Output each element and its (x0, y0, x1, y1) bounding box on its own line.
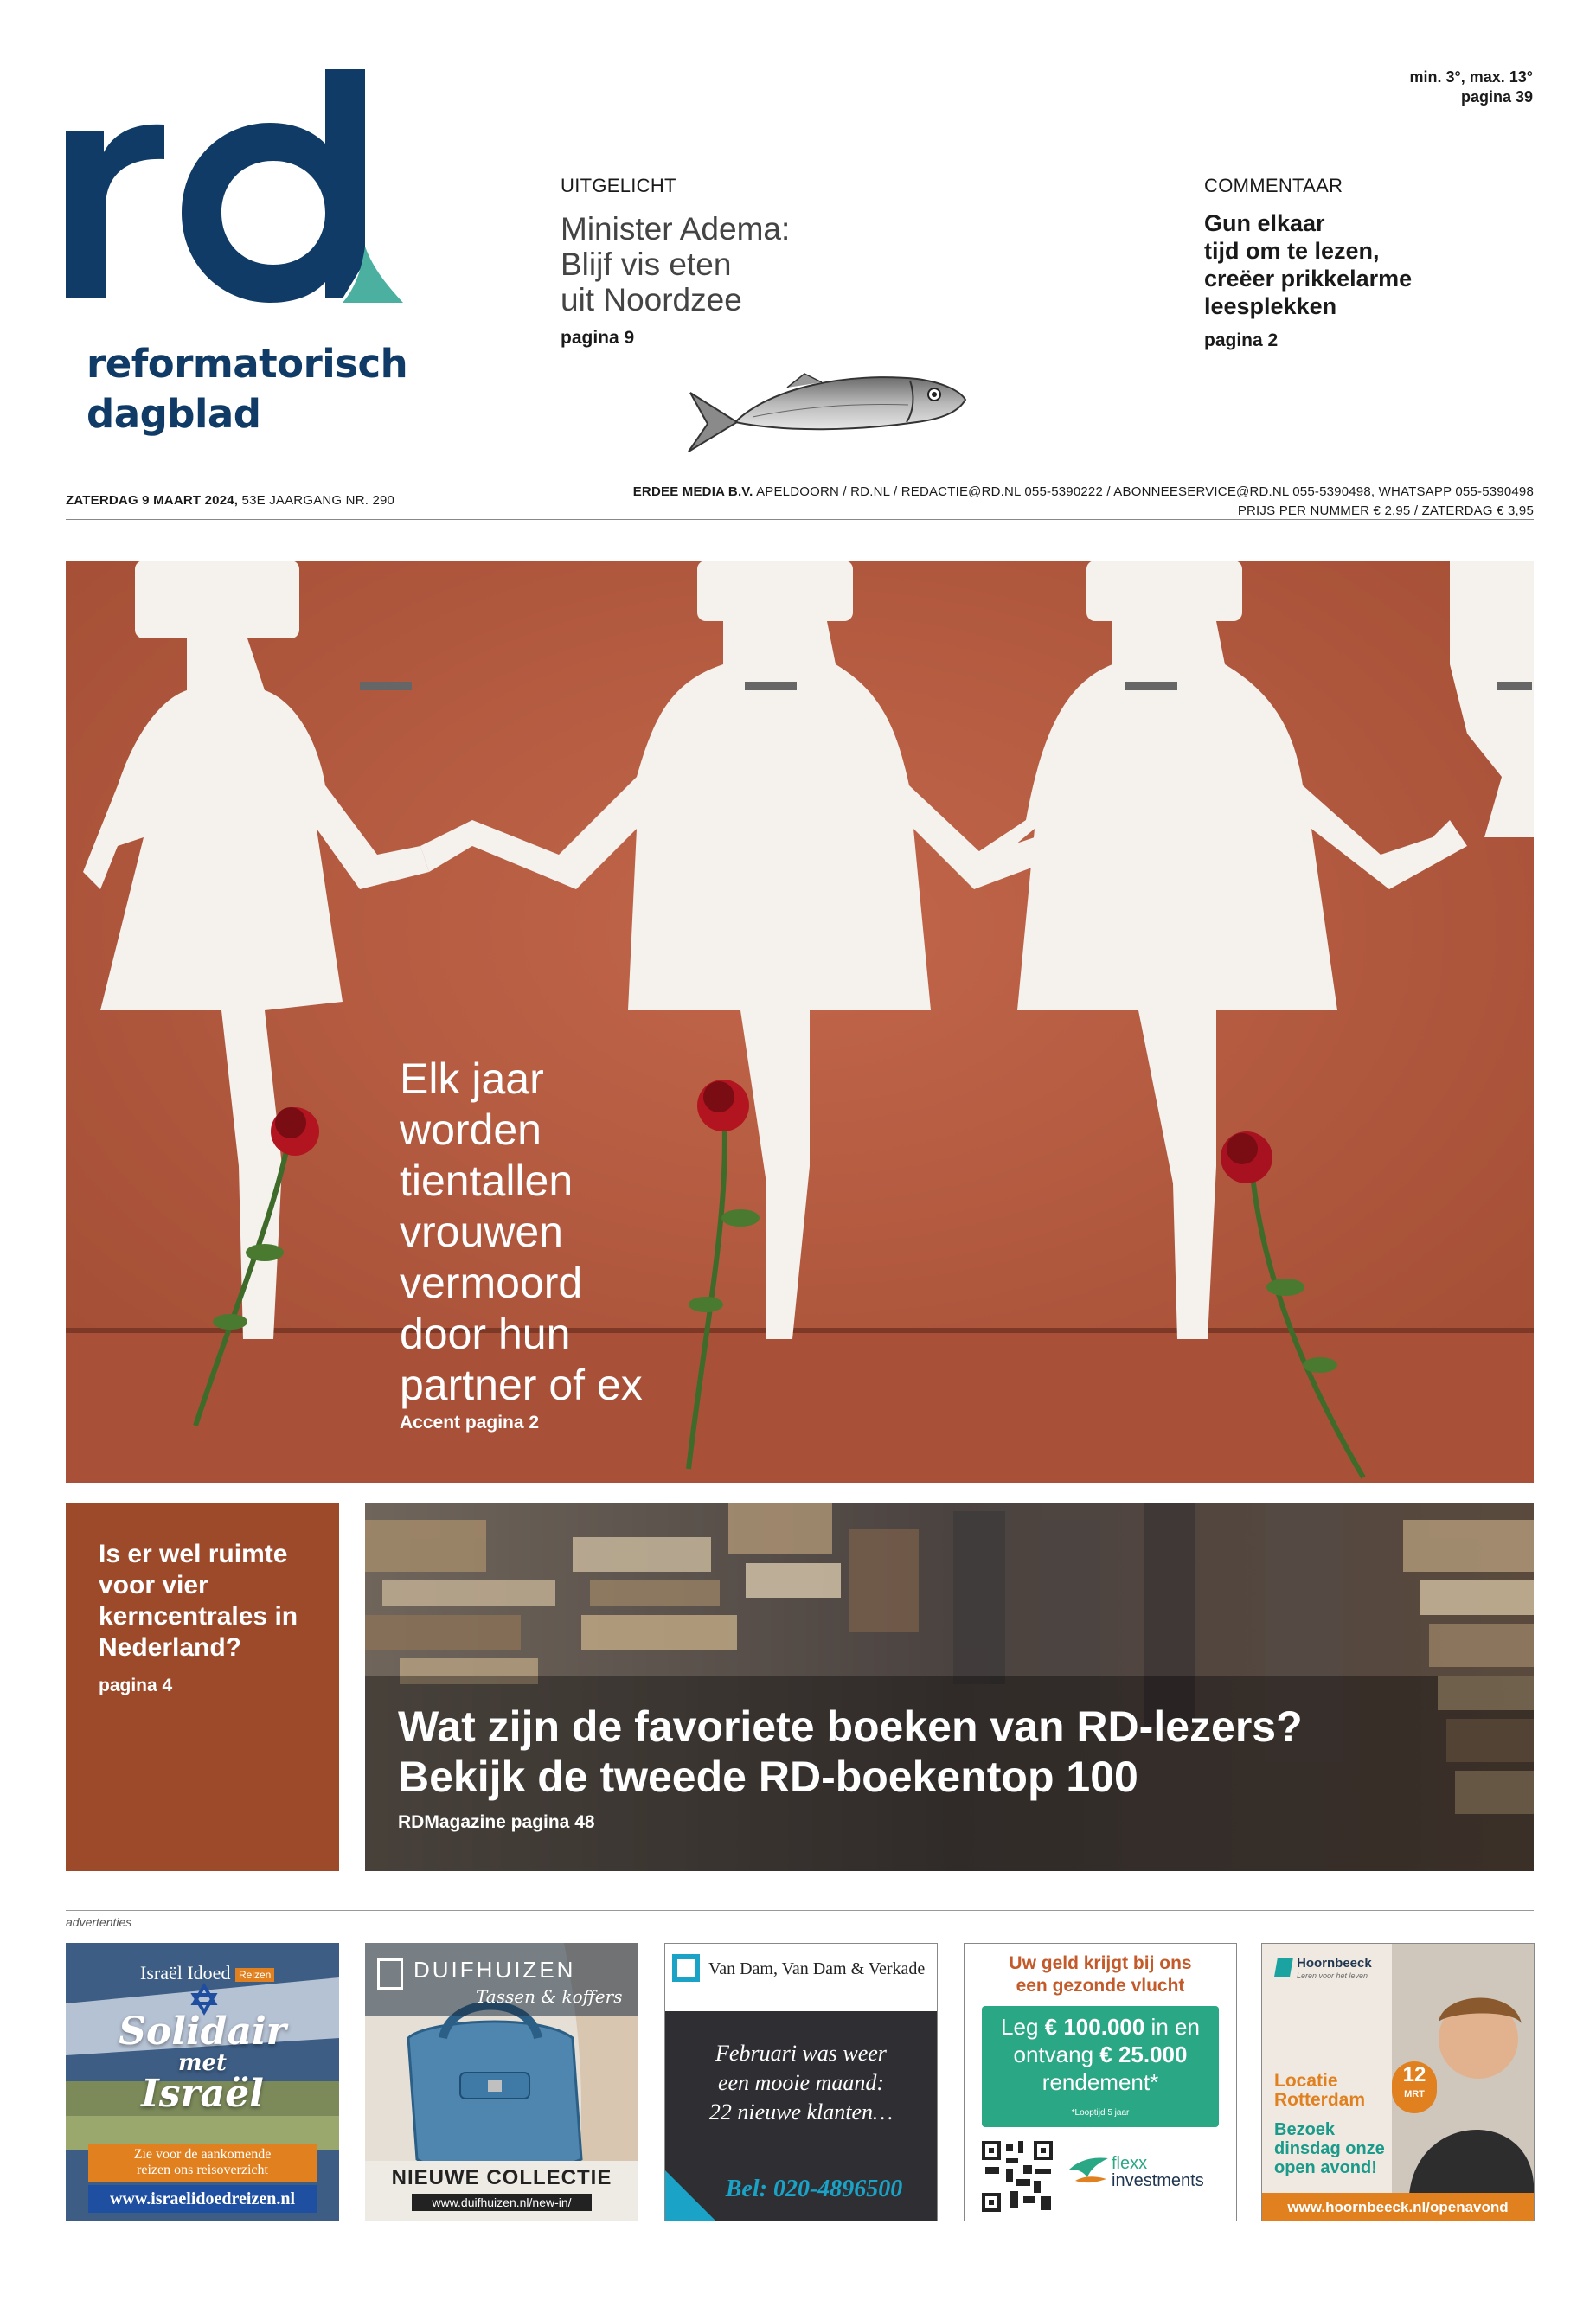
israel-ad-url[interactable]: www.israelidoedreizen.nl (88, 2185, 317, 2213)
dateline-edition: 53E JAARGANG NR. 290 (241, 493, 395, 508)
ads-rule (66, 1910, 1534, 1911)
uitgelicht-kicker: UITGELICHT (561, 175, 676, 196)
hoornbeeck-location-line: Rotterdam (1274, 2090, 1366, 2110)
israel-ad-slogan-line: met (177, 2050, 228, 2076)
weather-forecast: min. 3°, max. 13° (1409, 68, 1533, 86)
duifhuizen-brand: DUIFHUIZEN (413, 1957, 576, 1983)
flexx-footnote: *Looptijd 5 jaar (1071, 2108, 1130, 2118)
flexx-offer-line: Leg € 100.000 in en (1001, 2014, 1200, 2040)
hoornbeeck-tagline: Leren voor het leven (1297, 1971, 1368, 1980)
duifhuizen-url[interactable]: www.duifhuizen.nl/new-in/ (412, 2194, 592, 2211)
van-dam-phone[interactable]: Bel: 020-4896500 (725, 2176, 903, 2202)
hero-headline (400, 1054, 643, 1411)
masthead-rule-bottom (66, 519, 1534, 520)
ads-label: advertenties (66, 1915, 132, 1929)
commentaar-page: pagina 2 (1204, 330, 1279, 350)
publisher-info (633, 483, 1534, 521)
israel-ad-slogan-line: Israël (141, 2072, 264, 2116)
ad-flexx[interactable] (964, 1943, 1237, 2221)
boekentop-teaser[interactable] (365, 1503, 1534, 1871)
van-dam-text-line: Februari was weer (715, 2041, 887, 2066)
israel-ad-slogan (66, 2009, 339, 2116)
hero-headline-line: vrouwen (400, 1208, 563, 1256)
hoornbeeck-cta-line: dinsdag onze (1274, 2139, 1385, 2158)
duifhuizen-tagline: Tassen & koffers (476, 1986, 623, 2007)
flexx-brand (1112, 2155, 1204, 2189)
hero-headline-line: Elk jaar (400, 1054, 544, 1103)
hoornbeeck-location (1274, 2072, 1365, 2110)
israel-ad-promo (88, 2144, 317, 2182)
commentaar-title-line: leesplekken (1204, 293, 1337, 319)
ad-hoornbeeck[interactable] (1261, 1943, 1535, 2221)
brand-name (87, 339, 407, 439)
brand-name-line2: dagblad (87, 391, 261, 437)
flexx-brand-line: investments (1112, 2171, 1204, 2190)
boekentop-title (398, 1702, 1303, 1802)
hero-photo (66, 561, 1534, 1483)
uitgelicht-title (561, 211, 872, 317)
uitgelicht-title-line: Minister Adema: (561, 211, 791, 247)
dateline (66, 493, 394, 508)
ad-israel-idoed[interactable] (66, 1943, 339, 2221)
van-dam-text-line: een mooie maand: (717, 2070, 885, 2095)
commentaar-title-line: creëer prikkelarme (1204, 266, 1413, 292)
flexx-headline-line: een gezonde vlucht (1016, 1976, 1185, 1996)
israel-ad-brand (140, 1962, 274, 1984)
commentaar-kicker: COMMENTAAR (1204, 175, 1343, 196)
dateline-date: ZATERDAG 9 MAART 2024, (66, 493, 239, 508)
weather-box (1410, 67, 1533, 107)
israel-ad-slogan-line: Solidair (119, 2009, 286, 2054)
uitgelicht-title-line: Blijf vis eten (561, 247, 732, 282)
hero-headline-line: door hun (400, 1310, 571, 1358)
flexx-brand-line: flexx (1112, 2154, 1148, 2173)
flexx-offer (982, 2013, 1219, 2096)
brand-name-line1: reformatorisch (87, 341, 408, 387)
israel-ad-brand-tag: Reizen (235, 1968, 274, 1982)
ad-van-dam[interactable] (664, 1943, 938, 2221)
flexx-offer-line: rendement* (1042, 2069, 1159, 2095)
hero-headline-line: worden (400, 1106, 542, 1154)
hoornbeeck-date-month: MRT (1404, 2089, 1425, 2099)
israel-ad-brand-name: Israël Idoed (140, 1962, 231, 1984)
boekentop-page: RDMagazine pagina 48 (398, 1812, 595, 1832)
kerncentrales-title-line: Is er wel ruimte (99, 1540, 288, 1568)
israel-ad-promo-line: Zie voor de aankomende (133, 2147, 272, 2162)
herring-illustration (683, 362, 969, 457)
boekentop-title-line: Wat zijn de favoriete boeken van RD-lezers? (398, 1702, 1303, 1751)
commentaar-title-line: tijd om te lezen, (1204, 238, 1380, 264)
hoornbeeck-cta-line: open avond! (1274, 2158, 1377, 2177)
kerncentrales-title-line: voor vier (99, 1571, 208, 1599)
duifhuizen-collection: NIEUWE COLLECTIE (391, 2166, 612, 2189)
flexx-headline (965, 1952, 1236, 1997)
commentaar-teaser[interactable] (1204, 175, 1516, 351)
hoornbeeck-location-line: Locatie (1274, 2071, 1338, 2091)
duifhuizen-logo-icon (377, 1958, 403, 1990)
van-dam-text (665, 2039, 937, 2127)
hoornbeeck-cta-line: Bezoek (1274, 2120, 1336, 2139)
hero-headline-line: partner of ex (400, 1361, 643, 1409)
hero-page-ref: Accent pagina 2 (400, 1413, 540, 1433)
hoornbeeck-url[interactable]: www.hoornbeeck.nl/openavond (1262, 2193, 1534, 2221)
flexx-bird-icon (1067, 2151, 1110, 2189)
qr-code-icon[interactable] (980, 2139, 1054, 2214)
hero-headline-line: vermoord (400, 1259, 583, 1307)
hoornbeeck-brand: Hoornbeeck (1297, 1956, 1372, 1971)
hoornbeeck-date-day: 12 (1402, 2063, 1426, 2086)
kerncentrales-title (99, 1539, 306, 1663)
uitgelicht-teaser[interactable] (561, 175, 872, 349)
kerncentrales-title-line: Nederland? (99, 1633, 242, 1662)
van-dam-text-line: 22 nieuwe klanten… (708, 2099, 894, 2125)
rd-logo[interactable] (66, 69, 412, 311)
publisher-name: ERDEE MEDIA B.V. (632, 484, 753, 499)
uitgelicht-title-line: uit Noordzee (561, 282, 742, 317)
hero-headline-line: tientallen (400, 1157, 574, 1205)
flexx-headline-line: Uw geld krijgt bij ons (1009, 1953, 1192, 1973)
kerncentrales-page: pagina 4 (99, 1676, 173, 1695)
hoornbeeck-date-badge (1392, 2061, 1437, 2113)
publisher-contact: APELDOORN / RD.NL / REDACTIE@RD.NL 055-5390222 / ABONNEESERVICE@RD.NL 055-5390498, WHATSAPP 055-5390498 (756, 484, 1534, 499)
israel-ad-promo-line: reizen ons reisoverzicht (137, 2163, 268, 2177)
commentaar-title-line: Gun elkaar (1204, 210, 1325, 236)
kerncentrales-teaser[interactable] (66, 1503, 339, 1871)
weather-page: pagina 39 (1460, 88, 1533, 106)
ad-duifhuizen[interactable] (365, 1943, 638, 2221)
uitgelicht-page: pagina 9 (561, 328, 635, 348)
van-dam-logo-icon-inner (677, 1959, 695, 1977)
boekentop-title-line: Bekijk de tweede RD-boekentop 100 (398, 1753, 1138, 1801)
kerncentrales-title-line: kerncentrales in (99, 1602, 298, 1631)
hero-article[interactable] (66, 561, 1534, 1483)
van-dam-brand: Van Dam, Van Dam & Verkade (708, 1959, 926, 1978)
hoornbeeck-cta (1274, 2120, 1385, 2177)
publisher-price: PRIJS PER NUMMER € 2,95 / ZATERDAG € 3,95 (1237, 503, 1534, 518)
commentaar-title (1204, 209, 1516, 320)
flexx-offer-line: ontvang € 25.000 (1013, 2041, 1188, 2067)
